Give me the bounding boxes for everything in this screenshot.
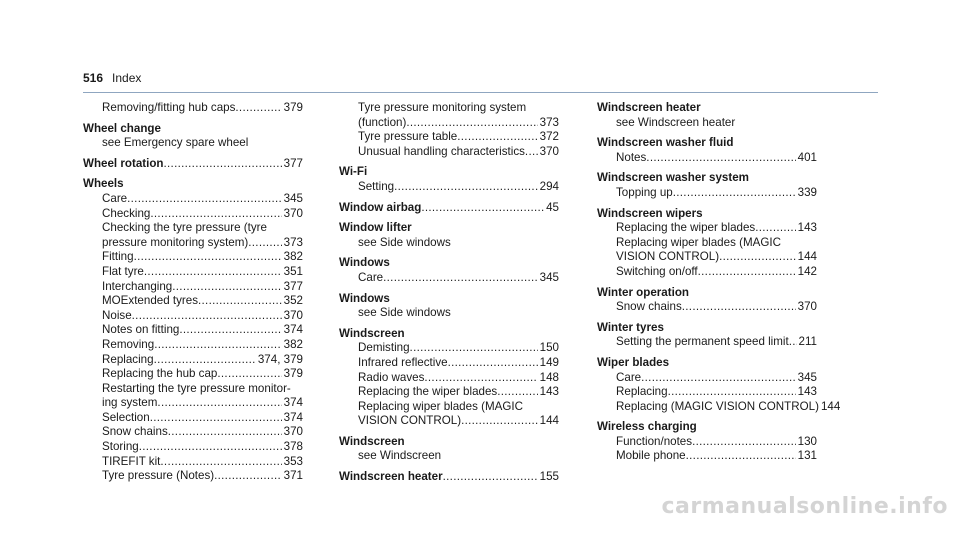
index-subentry	[83, 192, 303, 207]
entry-text: Demisting	[358, 341, 410, 355]
entry-text: Infrared reflective	[358, 355, 448, 369]
index-subentry	[597, 335, 817, 350]
entry-text: Replacing the wiper blades	[358, 385, 498, 399]
entry-text: see Windscreen	[358, 449, 442, 463]
page-reference: 351	[283, 264, 303, 278]
index-subentry	[339, 356, 559, 371]
index-subentry	[597, 265, 817, 280]
index-subentry	[339, 400, 559, 415]
watermark-logo: carmanualsonline.info	[661, 494, 948, 519]
page-reference: 374	[283, 323, 303, 337]
entry-text: Care	[358, 270, 384, 284]
page-reference: 155	[539, 470, 559, 484]
index-subentry	[83, 236, 303, 251]
entry-text: Fitting	[102, 250, 134, 264]
page-reference: 150	[539, 341, 559, 355]
entry-text: Notes	[616, 150, 647, 164]
dot-leader	[461, 414, 538, 429]
index-subentry	[83, 136, 303, 151]
entry-text: Replacing wiper blades (MAGIC	[358, 399, 523, 413]
index-subentry	[339, 236, 559, 251]
dot-leader	[164, 157, 282, 172]
dot-leader	[198, 294, 282, 309]
entry-text: Switching on/off	[616, 264, 698, 278]
dot-leader	[646, 151, 795, 166]
entry-text: Replacing	[102, 352, 154, 366]
index-heading	[339, 435, 559, 450]
heading-text: Windscreen	[339, 326, 405, 340]
page-reference: 143	[797, 385, 817, 399]
entry-text: Mobile phone	[616, 449, 686, 463]
dot-leader	[150, 411, 282, 426]
page-reference: 370	[283, 308, 303, 322]
dot-leader	[641, 371, 796, 386]
index-subentry	[339, 449, 559, 464]
index-subentry	[339, 341, 559, 356]
entry-text: pressure monitoring system)	[102, 235, 249, 249]
page-reference: 144	[539, 414, 559, 428]
entry-text: Noise	[102, 308, 132, 322]
entry-text: ing system	[102, 396, 158, 410]
dot-leader	[248, 236, 281, 251]
index-heading	[339, 201, 559, 216]
dot-leader	[668, 385, 796, 400]
dot-leader	[719, 250, 796, 265]
heading-text: Wireless charging	[597, 420, 697, 434]
entry-text: Tyre pressure table	[358, 130, 458, 144]
index-subentry	[339, 271, 559, 286]
entry-text: Snow chains	[616, 300, 682, 314]
index-subentry	[83, 469, 303, 484]
index-subentry	[597, 221, 817, 236]
index-subentry	[83, 294, 303, 309]
entry-text: see Emergency spare wheel	[102, 136, 249, 150]
index-subentry	[83, 338, 303, 353]
dot-leader	[682, 300, 796, 315]
index-subentry	[83, 101, 303, 116]
index-subentry	[83, 265, 303, 280]
dot-leader	[755, 221, 795, 236]
dot-leader	[144, 265, 282, 280]
entry-text: Snow chains	[102, 425, 168, 439]
page-reference: 45	[546, 200, 559, 214]
page-reference: 211	[798, 335, 817, 349]
entry-text: Removing	[102, 337, 155, 351]
index-subentry	[83, 309, 303, 324]
heading-text: Windscreen washer system	[597, 171, 749, 185]
page-reference: 144	[820, 399, 841, 413]
heading-text: Windscreen washer fluid	[597, 136, 734, 150]
dot-leader	[410, 341, 538, 356]
page-reference: 377	[283, 279, 303, 293]
index-subentry	[597, 449, 817, 464]
index-subentry	[83, 367, 303, 382]
index-heading	[597, 321, 817, 336]
dot-leader	[673, 186, 796, 201]
dot-leader	[160, 455, 281, 470]
index-subentry	[339, 385, 559, 400]
index-subentry	[339, 101, 559, 116]
heading-text: Window lifter	[339, 221, 412, 235]
page-reference: 143	[539, 385, 559, 399]
entry-text: Replacing wiper blades (MAGIC	[616, 235, 781, 249]
entry-text: Replacing	[616, 385, 668, 399]
entry-text: Care	[616, 370, 642, 384]
entry-text: Selection	[102, 410, 150, 424]
page-reference: 345	[797, 370, 817, 384]
entry-text: Replacing the wiper blades	[616, 221, 756, 235]
page-reference: 377	[283, 156, 303, 170]
dot-leader	[154, 353, 256, 368]
dot-leader	[157, 396, 281, 411]
page-reference: 345	[539, 270, 559, 284]
dot-leader	[168, 425, 282, 440]
index-heading	[597, 207, 817, 222]
entry-text: Setting	[358, 179, 395, 193]
index-subentry	[597, 116, 817, 131]
index-heading	[597, 171, 817, 186]
entry-text: Setting the permanent speed limit	[616, 335, 789, 349]
entry-text: Care	[102, 191, 128, 205]
entry-text: see Side windows	[358, 306, 451, 320]
page-reference: 373	[283, 235, 303, 249]
header-rule	[83, 92, 878, 93]
entry-text: Removing/fitting hub caps	[102, 101, 236, 114]
page-reference: 382	[283, 337, 303, 351]
dot-leader	[214, 469, 282, 484]
index-column-1	[83, 101, 303, 484]
page-reference: 378	[283, 440, 303, 454]
heading-text: Window airbag	[339, 200, 422, 214]
heading-text: Wheel rotation	[83, 156, 164, 170]
index-subentry	[597, 151, 817, 166]
dot-leader	[383, 271, 538, 286]
index-subentry	[83, 455, 303, 470]
page-reference: 142	[797, 264, 817, 278]
page-reference: 382	[283, 250, 303, 264]
index-heading	[339, 256, 559, 271]
index-heading	[339, 292, 559, 307]
page-header	[83, 71, 141, 86]
heading-text: Windows	[339, 256, 390, 270]
page-reference: 294	[539, 179, 559, 193]
index-subentry	[339, 130, 559, 145]
index-heading	[83, 177, 303, 192]
dot-leader	[443, 470, 538, 485]
index-column-2	[339, 101, 559, 485]
page-number: 516	[83, 71, 104, 85]
dot-leader	[217, 367, 281, 382]
index-subentry	[83, 250, 303, 265]
index-subentry	[83, 396, 303, 411]
index-subentry	[83, 280, 303, 295]
page-reference: 345	[283, 191, 303, 205]
page-reference: 374, 379	[257, 352, 303, 366]
index-heading	[339, 165, 559, 180]
index-subentry	[83, 411, 303, 426]
index-subentry	[597, 250, 817, 265]
index-heading	[597, 420, 817, 435]
dot-leader	[525, 145, 538, 160]
index-subentry	[597, 435, 817, 450]
page-reference: 379	[283, 367, 303, 381]
heading-text: Windscreen	[339, 434, 405, 448]
index-heading	[339, 470, 559, 485]
index-subentry	[597, 300, 817, 315]
page-reference: 131	[797, 449, 817, 463]
index-subentry	[83, 221, 303, 236]
page-reference: 370	[539, 144, 559, 158]
entry-text: Tyre pressure (Notes)	[102, 469, 215, 483]
entry-text: Replacing the hub cap	[102, 367, 218, 381]
entry-text: Tyre pressure monitoring system	[358, 101, 527, 114]
entry-text: (function)	[358, 115, 407, 129]
entry-text: Storing	[102, 440, 139, 454]
entry-text: Checking	[102, 206, 151, 220]
page-reference: 374	[283, 396, 303, 410]
index-column-3	[597, 101, 841, 464]
heading-text: Windscreen wipers	[597, 206, 703, 220]
dot-leader	[457, 130, 537, 145]
index-subentry	[597, 186, 817, 201]
index-heading	[339, 327, 559, 342]
page-reference: 371	[283, 469, 303, 483]
page-reference: 374	[283, 410, 303, 424]
dot-leader	[424, 371, 537, 386]
page-reference: 370	[283, 206, 303, 220]
dot-leader	[150, 207, 281, 222]
index-subentry	[339, 414, 559, 429]
index-heading	[597, 286, 817, 301]
index-subentry	[83, 440, 303, 455]
entry-text: Function/notes	[616, 434, 693, 448]
heading-text: Windscreen heater	[597, 101, 701, 114]
page-reference: 130	[797, 434, 817, 448]
dot-leader	[172, 280, 281, 295]
dot-leader	[497, 385, 537, 400]
heading-text: Windscreen heater	[339, 470, 443, 484]
page-reference: 401	[797, 150, 817, 164]
index-heading	[597, 136, 817, 151]
dot-leader	[127, 192, 282, 207]
dot-leader	[179, 323, 281, 338]
page-reference: 352	[283, 294, 303, 308]
page-reference: 149	[539, 355, 559, 369]
index-subentry	[339, 145, 559, 160]
page-reference: 370	[283, 425, 303, 439]
dot-leader	[235, 101, 281, 116]
index-heading	[83, 122, 303, 137]
index-heading	[339, 221, 559, 236]
index-subentry	[339, 371, 559, 386]
page-reference: 143	[797, 221, 817, 235]
entry-text: Replacing (MAGIC VISION CONTROL)	[616, 399, 819, 413]
page-reference: 339	[797, 185, 817, 199]
section-title: Index	[112, 71, 142, 85]
dot-leader	[698, 265, 796, 280]
entry-text: VISION CONTROL)	[616, 250, 720, 264]
dot-leader	[686, 449, 796, 464]
index-subentry	[597, 236, 817, 251]
heading-text: Winter tyres	[597, 320, 664, 334]
entry-text: see Side windows	[358, 235, 451, 249]
dot-leader	[406, 116, 537, 131]
page-reference: 144	[797, 250, 817, 264]
index-subentry	[83, 425, 303, 440]
entry-text: Flat tyre	[102, 264, 144, 278]
entry-text: TIREFIT kit	[102, 454, 161, 468]
dot-leader	[421, 201, 544, 216]
index-heading	[597, 101, 817, 116]
index-subentry	[339, 180, 559, 195]
dot-leader	[692, 435, 796, 450]
heading-text: Wheels	[83, 177, 124, 191]
entry-text: Radio waves	[358, 370, 425, 384]
entry-text: Checking the tyre pressure (tyre	[102, 221, 267, 235]
page-reference: 370	[797, 300, 817, 314]
entry-text: MOExtended tyres	[102, 294, 199, 308]
page-reference: 379	[283, 101, 303, 114]
dot-leader	[134, 250, 282, 265]
index-subentry	[339, 306, 559, 321]
dot-leader	[154, 338, 281, 353]
entry-text: Restarting the tyre pressure monitor-	[102, 381, 291, 395]
index-subentry	[339, 116, 559, 131]
dot-leader	[394, 180, 538, 195]
index-subentry	[83, 207, 303, 222]
heading-text: Wheel change	[83, 121, 161, 135]
heading-text: Wiper blades	[597, 355, 670, 369]
entry-text: see Windscreen heater	[616, 115, 736, 129]
index-subentry	[597, 371, 817, 386]
page-reference: 148	[539, 370, 559, 384]
heading-text: Winter operation	[597, 285, 690, 299]
index-subentry	[83, 323, 303, 338]
heading-text: Wi-Fi	[339, 165, 368, 179]
heading-text: Windows	[339, 291, 390, 305]
page-reference: 372	[539, 130, 559, 144]
index-heading	[597, 356, 817, 371]
index-subentry	[83, 382, 303, 397]
index-subentry	[597, 385, 817, 400]
index-subentry	[83, 353, 303, 368]
entry-text: VISION CONTROL)	[358, 414, 462, 428]
entry-text: Topping up	[616, 185, 673, 199]
dot-leader	[139, 440, 282, 455]
dot-leader	[789, 335, 797, 350]
entry-text: Unusual handling characteristics	[358, 144, 525, 158]
page-reference: 373	[539, 115, 559, 129]
page-reference: 353	[283, 454, 303, 468]
entry-text: Notes on fitting	[102, 323, 180, 337]
dot-leader	[448, 356, 538, 371]
index-heading	[83, 157, 303, 172]
entry-text: Interchanging	[102, 279, 173, 293]
dot-leader	[132, 309, 282, 324]
index-subentry	[597, 399, 841, 415]
